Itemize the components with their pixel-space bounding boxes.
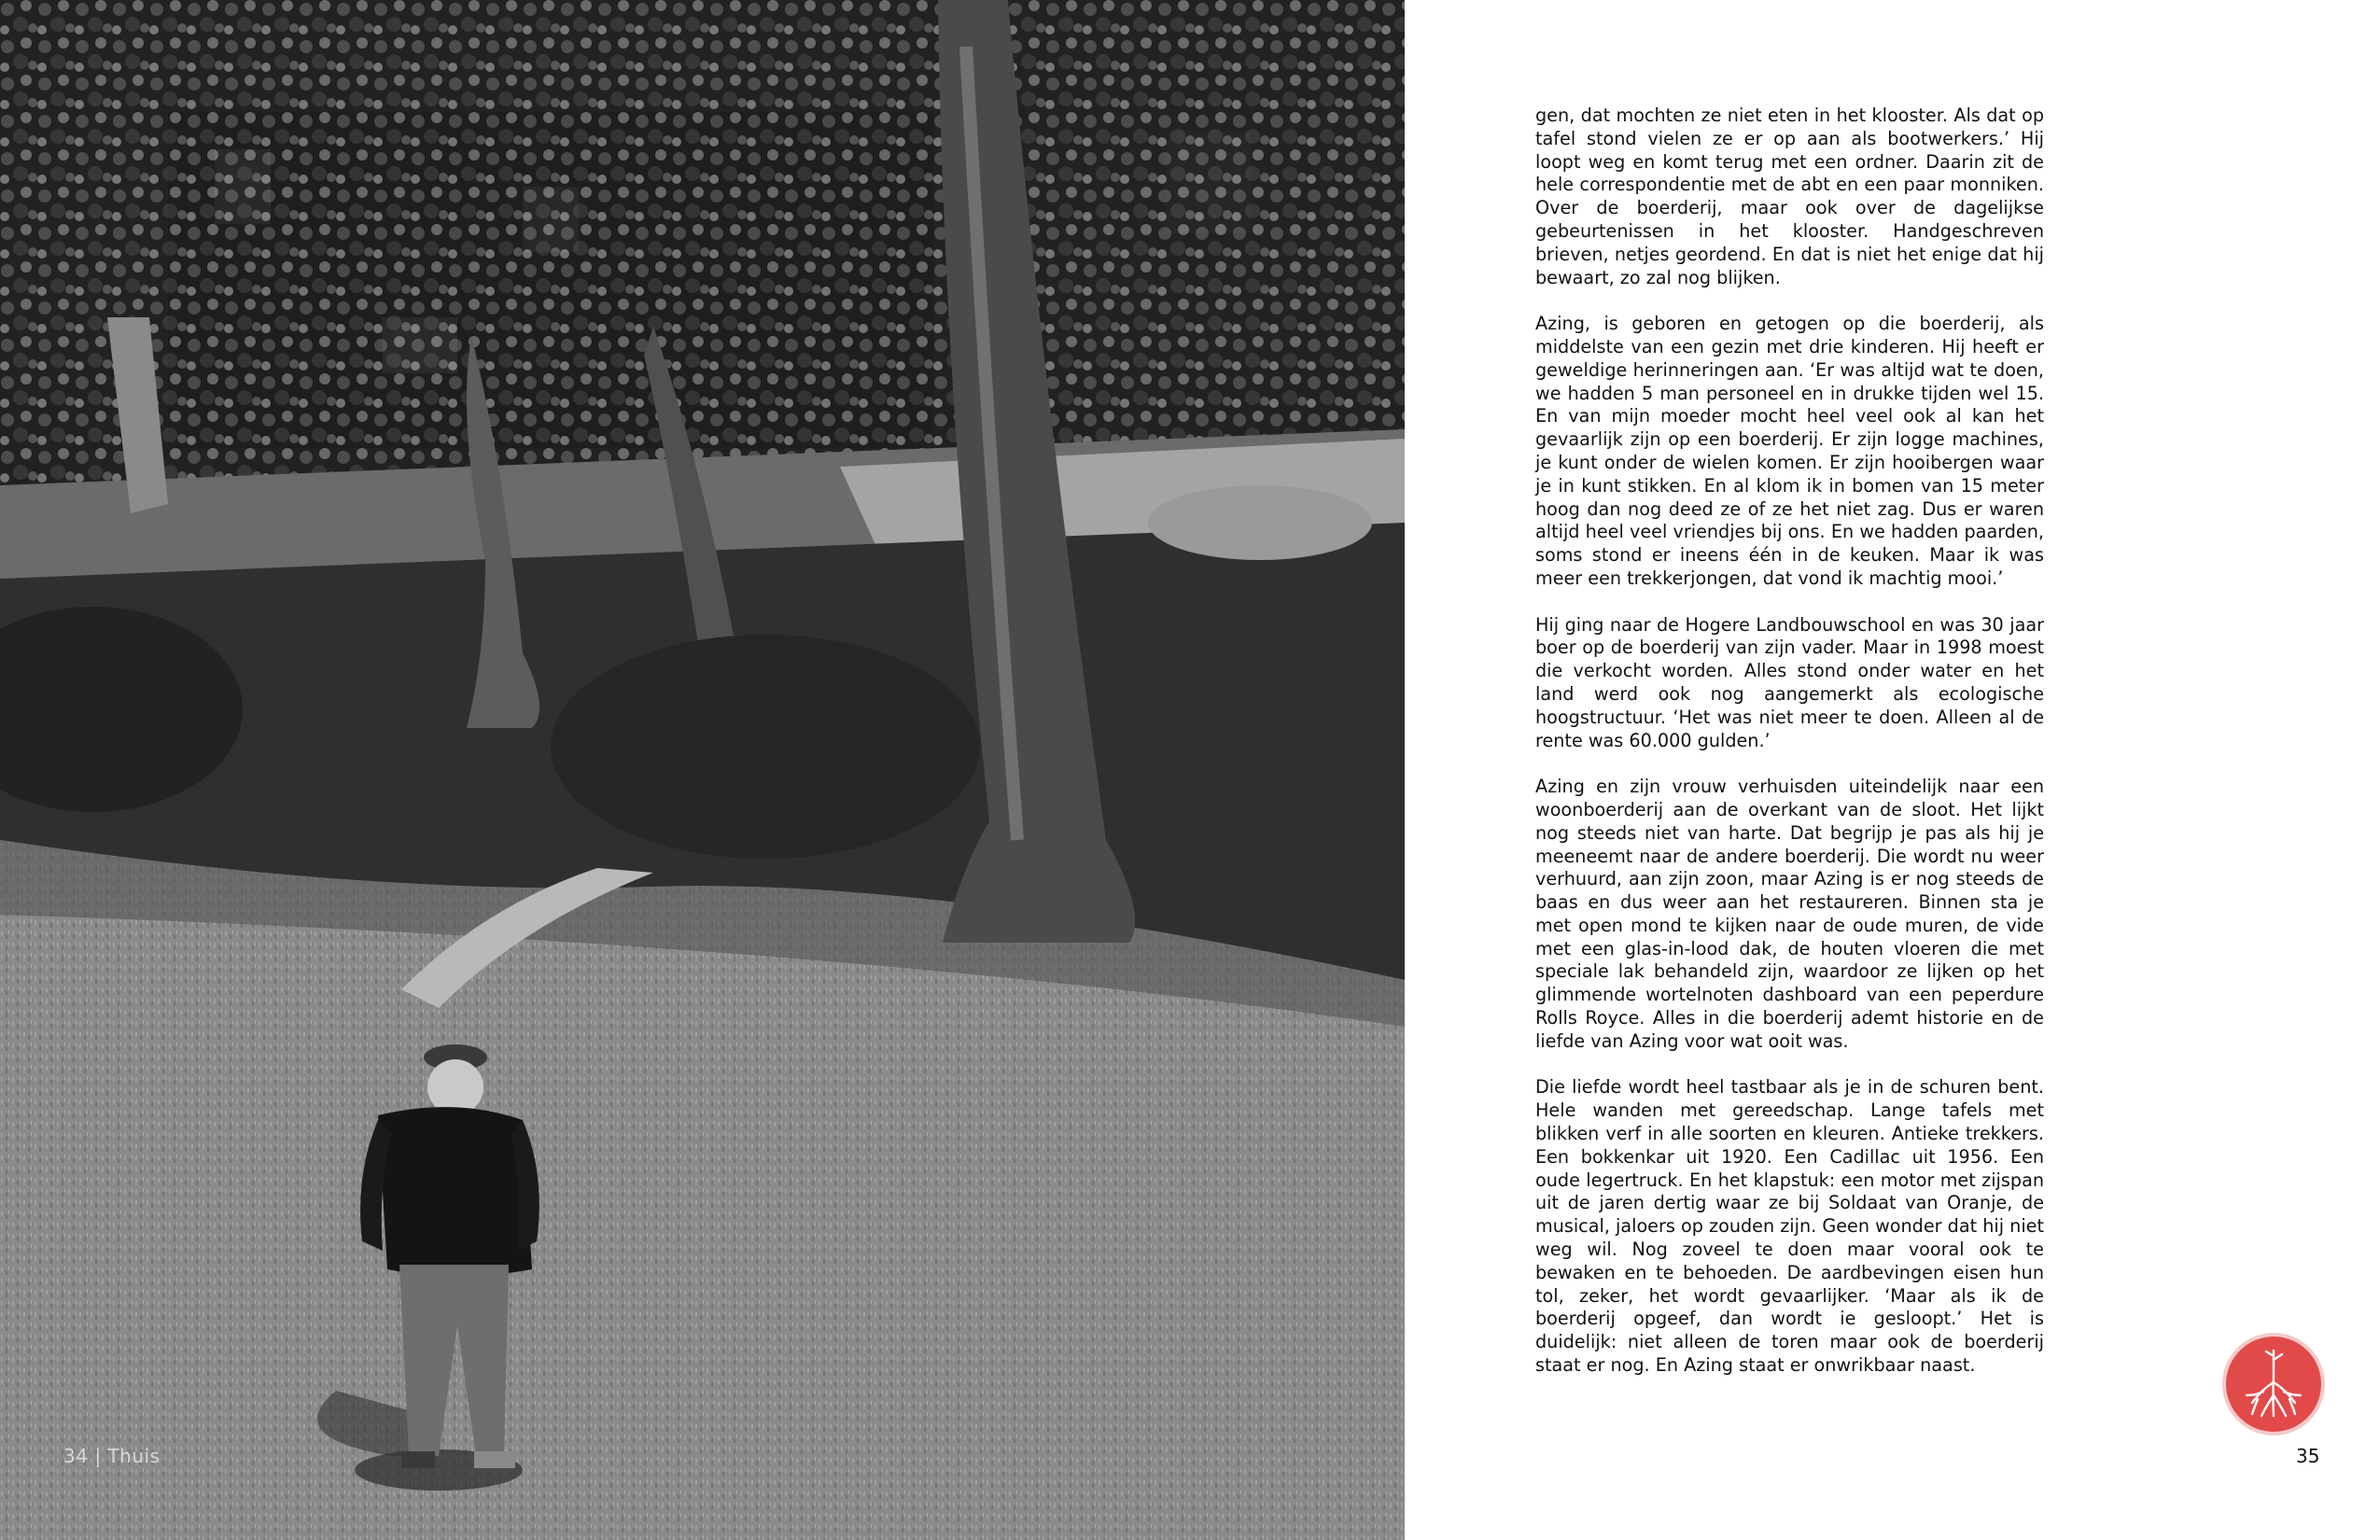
paragraph-3: Hij ging naar de Hogere Landbouwschool en was 30 jaar boer op de boerderij van zijn vader. Maar in 1998 moest die verkocht worden. Alles stond onder water en het land werd ook nog aangemerkt als ecologische hoogstructuur. ‘Het was niet meer te doen. Alleen al de rente was 60.000 gulden.’: [1535, 613, 2044, 751]
paragraph-1: gen, dat mochten ze niet eten in het klooster. Als dat op tafel stond vielen ze er op aan als bootwerkers.’ Hij loopt weg en komt terug met een ordner. Daarin zit de hele correspondentie met de abt en een paar monniken. Over de boerderij, maar ook over de dagelijkse gebeurtenissen in het klooster. Handgeschreven brieven, netjes geordend. En dat is niet het enige dat hij bewaart, zo zal nog blijken.: [1535, 105, 2044, 288]
section-name: Thuis: [107, 1445, 161, 1467]
paragraph-5: Die liefde wordt heel tastbaar als je in de schuren bent. Hele wanden met gereedschap. Lange tafels met blikken verf in alle soorten en kleuren. Antieke trekkers. Een bokkenkar uit 1920. Een Cadillac uit 1956. Een oude legertruck. En het klapstuk: een motor met zijspan uit de jaren dertig waar ze bij Soldaat van Oranje, de musical, jaloers op zouden zijn. Geen wonder dat hij niet weg wil. Nog zoveel te doen maar vooral ook te bewaken en te behoeden. De aardbevingen eisen hun tol, zeker, het wordt gevaarlijker. ‘Maar als ik de boerderij opgeef, dan wordt ie gesloopt.’ Het is duidelijk: niet alleen de toren maar ook de boerderij staat er nog. En Azing staat er onwrikbaar naast.: [1535, 1076, 2044, 1377]
paragraph-2: Azing, is geboren en getogen op die boerderij, als middelste van een gezin met drie kinderen. Hij heeft er geweldige herinneringen aan. ‘Er was altijd wat te doen, we hadden 5 man personeel en in drukke tijden wel 15. En van mijn moeder mocht heel veel ook al kan het gevaarlijk zijn op een boerderij. Er zijn logge machines, je kunt onder de wielen komen. Er zijn hooibergen waar je in kunt stikken. En al klom ik in bomen van 15 meter hoog dan nog deed ze of ze het niet zag. Dus er waren altijd heel veel vriendjes bij ons. En we hadden paarden, soms stond er ineens één in de keuken. Maar ik was meer een trekkerjongen, dat vond ik machtig mooi.’: [1535, 313, 2044, 589]
page-number-right: 35: [2296, 1445, 2320, 1467]
right-page: [1405, 0, 2380, 1540]
folio-left: [63, 1445, 160, 1467]
article-body: [1535, 105, 2044, 1401]
page-number-left: 34: [63, 1445, 89, 1467]
paragraph-4: Azing en zijn vrouw verhuisden uiteindelijk naar een woonboerderij aan de overkant van de sloot. Het lijkt nog steeds niet van harte. Dat begrijp je pas als hij je meeneemt naar de andere boerderij. Die wordt nu weer verhuurd, aan zijn zoon, maar Azing is er nog steeds de baas en dus weer aan het restaureren. Binnen sta je met open mond te kijken naar de oude muren, de vide met een glas-in-lood dak, de houten vloeren die met speciale lak behandeld zijn, waardoor ze lijken op het glimmende wortelnoten dashboard van een peperdure Rolls Royce. Alles in die boerderij ademt historie en de liefde van Azing voor wat ooit was.: [1535, 776, 2044, 1052]
folio-separator: |: [94, 1445, 102, 1467]
tree-roots-icon: [2226, 1337, 2321, 1432]
